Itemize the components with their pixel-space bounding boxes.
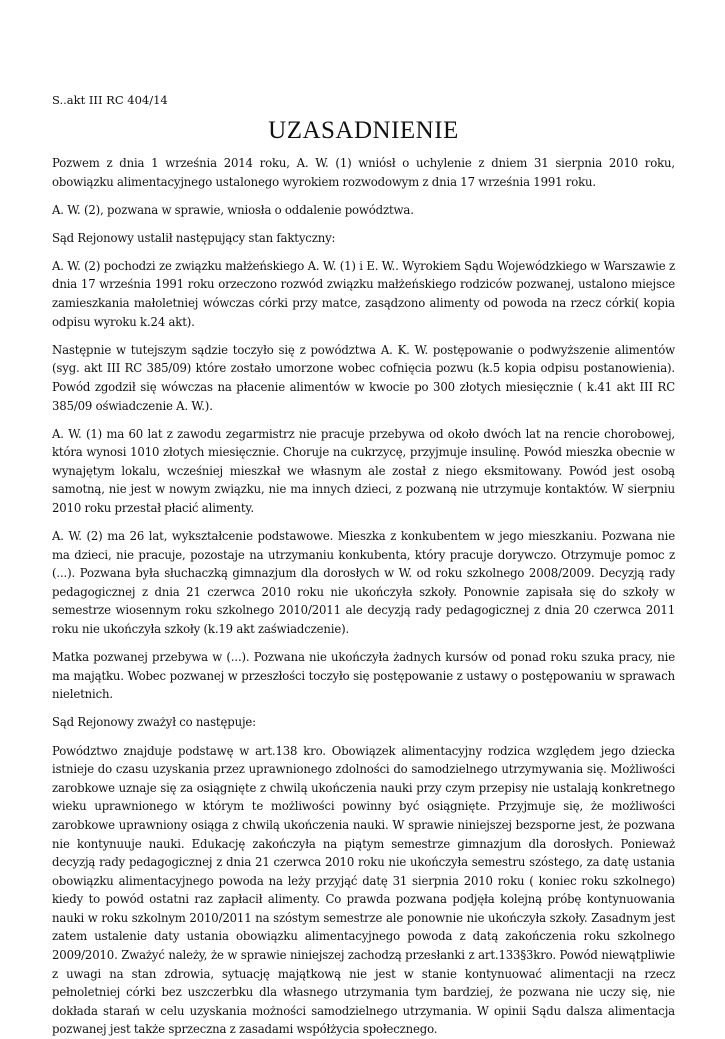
paragraph-defendant-situation: A. W. (2) ma 26 lat, wykształcenie podstawowe. Mieszka z konkubentem w jego mieszkaniu. Pozwana nie ma dzieci, nie pracuje, pozostaje na utrzymaniu konkubenta, który pracuje dorywczo. Otrzymuje pomoc z (...). Pozwana była słuchaczką gimnazjum dla dorosłych w W. od roku szkolnego 2008/2009. Decyzją rady pedagogicznej z dnia 21 czerwca 2010 roku nie ukończyła szkoły. Ponownie zapisała się do szkoły w semestrze wiosennym roku szkolnego 2010/2011 ale decyzją rady pedagogicznej z dnia 20 czerwca 2011 roku nie ukończyła szkoły (k.19 akt zaświadczenie). (52, 529, 675, 637)
paragraph-court-considered-heading: Sąd Rejonowy zważył co następuje: (52, 715, 256, 730)
paragraph-mother-info: Matka pozwanej przebywa w (...). Pozwana nie ukończyła żadnych kursów od ponad roku szuka pracy, nie ma majątku. Wobec pozwanej w przeszłości toczyło się postępowanie z ustawy o postępowaniu w sprawach nieletnich. (52, 650, 675, 702)
case-signature: S..akt III RC 404/14 (52, 93, 168, 107)
paragraph-defendant-response: A. W. (2), pozwana w sprawie, wniosła o oddalenie powództwa. (52, 202, 414, 217)
paragraph-legal-reasoning: Powództwo znajduje podstawę w art.138 kro. Obowiązek alimentacyjny rodzica względem jego dziecka istnieje do czasu uzyskania przez uprawnionego zdolności do samodzielnego utrzymywania się. Możliwości zarobkowe uznaje się za osiągnięte z chwilą ukończenia nauki przy czym przepisy nie ustalają konkretnego wieku uprawnionego w którym te możliwości powinny być osiągnięte. Przyjmuje się, że możliwości zarobkowe uprawniony osiąga z chwilą ukończenia nauki. W sprawie niniejszej bezsporne jest, że pozwana nie kontynuuje nauki. Edukację zakończyła na piątym semestrze gimnazjum dla dorosłych. Ponieważ decyzją rady pedagogicznej z dnia 21 czerwca 2010 roku nie ukończyła semestru szóstego, za datę ustania obowiązku alimentacyjnego powoda na leży przyjąć datę 31 sierpnia 2010 roku ( koniec roku szkolnego) kiedy to powód ostatni raz zapłacił alimenty. Co prawda pozwana podjęła kolejną próbę kontynuowania nauki w roku szkolnym 2010/2011 na szóstym semestrze ale ponownie nie ukończyła szkoły. Zasadnym jest zatem ustalenie daty ustania obowiązku alimentacyjnego powoda z datą zakończenia roku szkolnego 2009/2010. Zważyć należy, że w sprawie niniejszej zachodzą przesłanki z art.133§3kro. Powód niewątpliwie z uwagi na stan zdrowia, sytuację majątkową nie jest w stanie kontynuować alimentacji na rzecz pełnoletniej córki bez uszczerbku dla własnego utrzymania tym bardziej, że pozwana nie uczy się, nie dokłada starań w celu uzyskania możności samodzielnego utrzymania. W opinii Sądu dalsza alimentacja pozwanej jest także sprzeczna z zasadami współżycia społecznego. (52, 743, 675, 1037)
paragraph-facts-heading: Sąd Rejonowy ustalił następujący stan faktyczny: (52, 230, 336, 245)
paragraph-divorce-judgment: A. W. (2) pochodzi ze związku małżeńskiego A. W. (1) i E. W.. Wyrokiem Sądu Wojewódzkiego w Warszawie z dnia 17 września 1991 roku orzeczono rozwód związku małżeńskiego rodziców pozwanej, ustalono miejsce zamieszkania małoletniej wówczas córki przy matce, zasądzono alimenty od powoda na rzecz córki( kopia odpisu wyroku k.24 akt). (52, 258, 675, 329)
paragraph-claim: Pozwem z dnia 1 września 2014 roku, A. W. (1) wniósł o uchylenie z dniem 31 sierpnia 2010 roku, obowiązku alimentacyjnego ustalonego wyrokiem rozwodowym z dnia 17 września 1991 roku. (52, 156, 675, 189)
paragraph-plaintiff-situation: A. W. (1) ma 60 lat z zawodu zegarmistrz nie pracuje przebywa od około dwóch lat na rencie chorobowej, która wynosi 1010 złotych miesięcznie. Choruje na cukrzycę, przyjmuje insulinę. Powód mieszka obecnie w wynajętym lokalu, wcześniej mieszkał we własnym ale został z niego eksmitowany. Powód jest osobą samotną, nie jest w nowym związku, nie ma innych dzieci, z pozwaną nie utrzymuje kontaktów. W sierpniu 2010 roku przestał płacić alimenty. (52, 426, 675, 515)
paragraph-prior-proceedings: Następnie w tutejszym sądzie toczyło się z powództwa A. K. W. postępowanie o podwyższenie alimentów (syg. akt III RC 385/09) które zostało umorzone wobec cofnięcia pozwu (k.5 kopia odpisu postanowienia). Powód zgodził się wówczas na płacenie alimentów w kwocie po 300 złotych miesięcznie ( k.41 akt III RC 385/09 oświadczenie A. W.). (52, 342, 675, 413)
page-title: UZASADNIENIE (268, 117, 459, 144)
